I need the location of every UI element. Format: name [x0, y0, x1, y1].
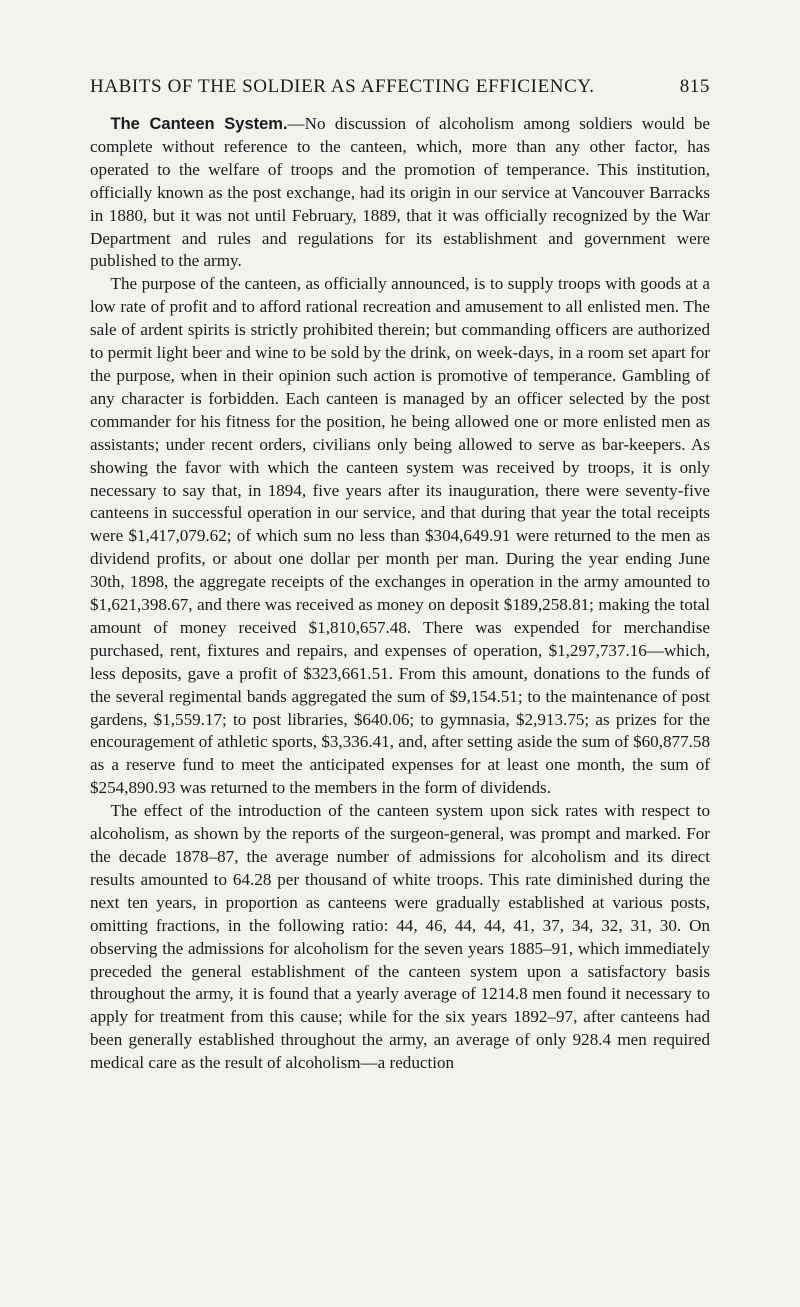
paragraph: The effect of the introduction of the canteen system upon sick rates with respect to alcoholism, as shown by the reports of the surgeon-general, was prompt and marked. For the decade 1878–87, the average number of admissions for alcoholism and its direct results amounted to 64.28 per thousand of white troops. This rate diminished during the next ten years, in proportion as canteens were gradually established at various posts, omitting fractions, in the following ratio: 44, 46, 44, 44, 41, 37, 34, 32, 31, 30. On observing the admissions for alcoholism for the seven years 1885–91, which immediately preceded the general establishment of the canteen system upon a satisfactory basis throughout the army, it is found that a yearly average of 1214.8 men found it necessary to apply for treatment from this cause; while for the six years 1892–97, after canteens had been generally established throughout the army, an average of only 928.4 men required medical care as the result of alcoholism—a reduction — [90, 801, 710, 1073]
paragraph: The purpose of the canteen, as officially announced, is to supply troops with goods at a low rate of profit and to afford rational recreation and amusement to all enlisted men. The sale of ardent spirits is strictly prohibited therein; but commanding officers are authorized to permit light beer and wine to be sold by the drink, on week-days, in a room set apart for the purpose, when in their opinion such action is promotive of temperance. Gambling of any character is forbidden. Each canteen is managed by an officer selected by the post commander for his fitness for the position, he being allowed one or more enlisted men as assistants; under recent orders, civilians only being allowed to serve as bar-keepers. As showing the favor with which the canteen system was received by troops, it is only necessary to say that, in 1894, five years after its inauguration, there were seventy-five canteens in successful operation in our service, and that during that year the total receipts were $1,417,079.62; of which sum no less than $304,649.91 were returned to the men as dividend profits, or about one dollar per month per man. During the year ending June 30th, 1898, the aggregate receipts of the exchanges in operation in the army amounted to $1,621,398.67, and there was received as money on deposit $189,258.81; making the total amount of money received $1,810,657.48. There was expended for merchandise purchased, rent, fixtures and repairs, and expenses of operation, $1,297,737.16—which, less deposits, gave a profit of $323,661.51. From this amount, donations to the funds of the several regimental bands aggregated the sum of $9,154.51; to the maintenance of post gardens, $1,559.17; to post libraries, $640.06; to gymnasia, $2,913.75; as prizes for the encouragement of athletic sports, $3,336.41, and, after setting aside the sum of $60,877.58 as a reserve fund to meet the anticipated expenses for at least one month, the sum of $254,890.93 was returned to the members in the form of dividends. — [90, 274, 710, 798]
book-page — [90, 75, 710, 1075]
paragraph — [90, 113, 710, 273]
paragraph-text: —No discussion of alcoholism among soldiers would be complete without reference to the canteen, which, more than any other factor, has operated to the welfare of troops and the promotion of temperance. This institution, officially known as the post exchange, had its origin in our service at Vancouver Barracks in 1880, but it was not until February, 1889, that it was officially recognized by the War Department and rules and regulations for its establishment and government were published to the army. — [90, 114, 710, 271]
running-head-title: HABITS OF THE SOLDIER AS AFFECTING EFFICIENCY. — [90, 76, 595, 97]
running-head — [90, 75, 710, 99]
body-text — [90, 113, 710, 1075]
section-heading: The Canteen System. — [110, 115, 288, 133]
page-number: 815 — [679, 76, 710, 97]
